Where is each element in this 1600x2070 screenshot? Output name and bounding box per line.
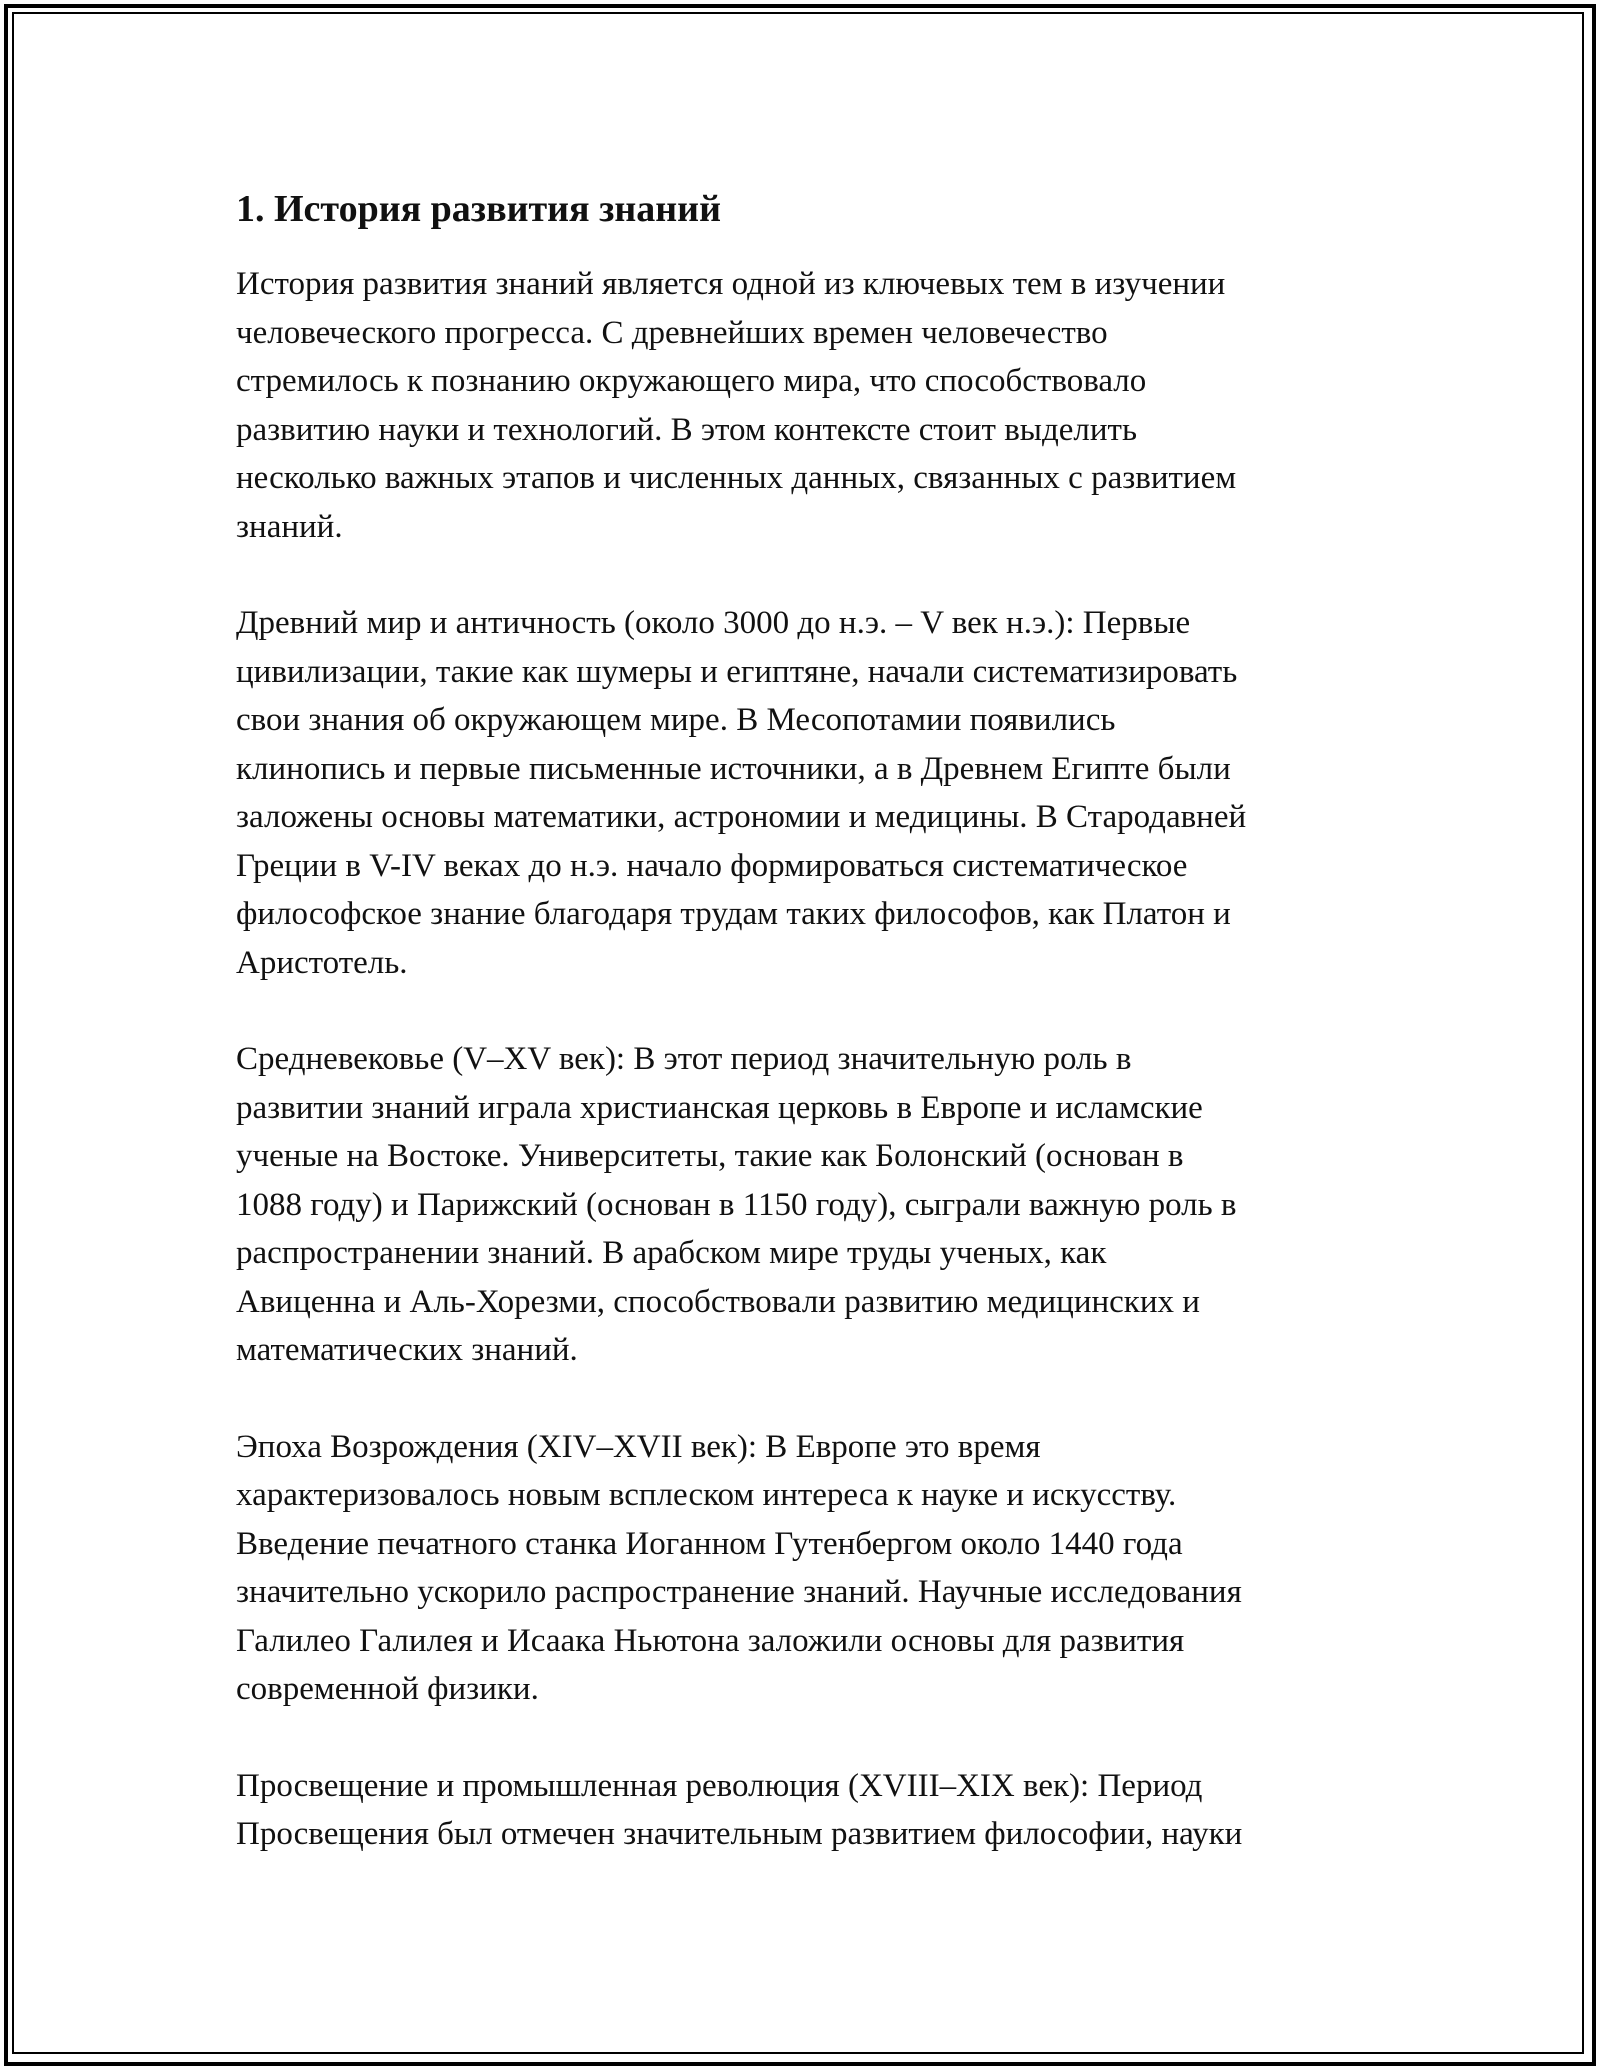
text-line: несколько важных этапов и численных данных, связанных с развитием [236, 460, 1237, 496]
text-line: Древний мир и античность (около 3000 до н.э. – V век н.э.): Первые [236, 605, 1191, 641]
text-line: развитии знаний играла христианская церковь в Европе и исламские [236, 1089, 1203, 1126]
text-line: характеризовалось новым всплеском интереса к науке и искусству. [236, 1477, 1177, 1513]
text-line: Греции в V-IV веках до н.э. начало формироваться систематическое [236, 847, 1188, 884]
text-line: Эпоха Возрождения (XIV–XVII век): В Европе это время [236, 1428, 1041, 1465]
text-line: Аристотель. [236, 944, 408, 981]
document-body [236, 186, 1376, 1907]
text-line: клинопись и первые письменные источники, а в Древнем Египте были [236, 750, 1231, 787]
text-line: свои знания об окружающем мире. В Месопотамии появились [236, 702, 1116, 738]
text-line: развитию науки и технологий. В этом контексте стоит выделить [236, 411, 1138, 448]
section-heading: 1. История развития знаний [236, 188, 721, 230]
paragraph-middle-ages [236, 1035, 1376, 1375]
text-line: Авиценна и Аль-Хорезми, способствовали развитию медицинских и [236, 1283, 1200, 1320]
text-line: 1088 году) и Парижский (основан в 1150 году), сыграли важную роль в [236, 1186, 1237, 1223]
text-line: Введение печатного станка Иоганном Гутенбергом около 1440 года [236, 1525, 1183, 1562]
text-line: История развития знаний является одной из ключевых тем в изучении [236, 266, 1226, 302]
text-line: математических знаний. [236, 1332, 578, 1368]
text-line: цивилизации, такие как шумеры и египтяне, начали систематизировать [236, 653, 1238, 690]
text-line: стремилось к познанию окружающего мира, что способствовало [236, 363, 1147, 399]
text-line: Галилео Галилея и Исаака Ньютона заложили основы для развития [236, 1622, 1185, 1659]
text-line: философское знание благодаря трудам таких философов, как Платон и [236, 896, 1231, 932]
paragraph-enlightenment [236, 1762, 1376, 1859]
text-line: значительно ускорило распространение знаний. Научные исследования [236, 1574, 1242, 1610]
paragraph-renaissance [236, 1423, 1376, 1714]
text-line: Просвещения был отмечен значительным развитием философии, науки [236, 1816, 1243, 1852]
text-line: распространении знаний. В арабском мире труды ученых, как [236, 1235, 1107, 1271]
paragraph-ancient-world [236, 599, 1376, 987]
text-line: Просвещение и промышленная революция (XVIII–XIX век): Период [236, 1767, 1203, 1804]
text-line: современной физики. [236, 1671, 539, 1707]
text-line: знаний. [236, 508, 343, 545]
text-line: человеческого прогресса. С древнейших времен человечество [236, 314, 1108, 351]
text-line: Средневековье (V–XV век): В этот период значительную роль в [236, 1041, 1132, 1077]
paragraph-intro [236, 260, 1376, 551]
text-line: заложены основы математики, астрономии и медицины. В Стародавней [236, 799, 1247, 835]
text-line: ученые на Востоке. Университеты, такие как Болонский (основан в [236, 1138, 1184, 1174]
